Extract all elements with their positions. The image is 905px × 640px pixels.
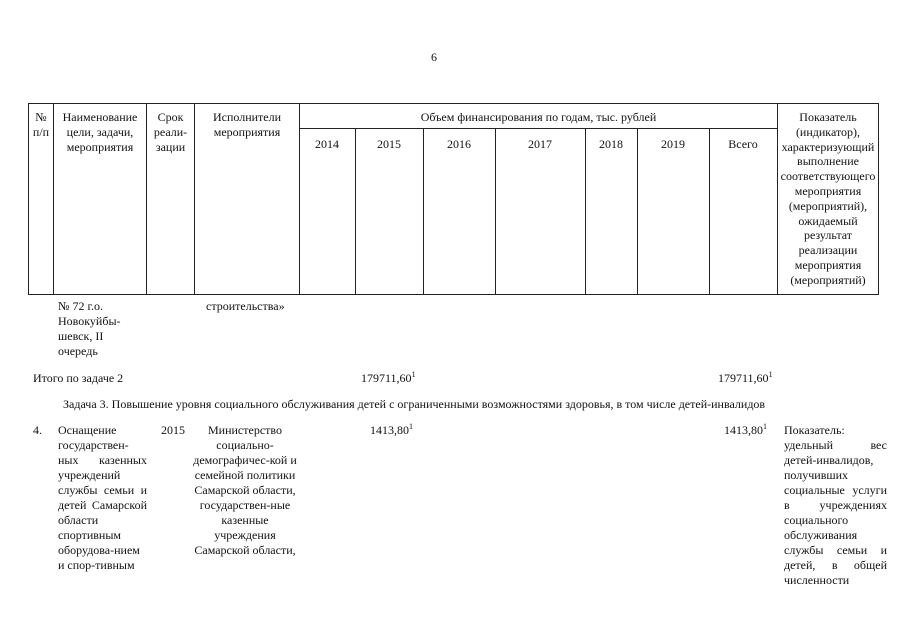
row4-term: 2015 xyxy=(161,423,185,437)
total-task2-total: 179711,60$^1$ xyxy=(718,370,773,385)
year-total: Всего xyxy=(728,137,758,151)
row4-executor: Министерство социально-демографичес-кой и семейной политики Самарской области, государствен-ные казенные учреждения Самарской области, xyxy=(193,423,297,557)
table-header xyxy=(28,103,879,295)
continued-executor: строительства» xyxy=(206,299,285,313)
year-2016: 2016 xyxy=(447,137,471,151)
header-term: Срок реали-зации xyxy=(153,110,188,154)
year-2017: 2017 xyxy=(528,137,552,151)
year-2018: 2018 xyxy=(599,137,623,151)
year-2014: 2014 xyxy=(315,137,339,151)
header-funding: Объем финансирования по годам, тыс. рублей xyxy=(420,110,657,124)
header-name: Наименование цели, задачи, мероприятия xyxy=(62,110,138,154)
header-number: № п/п xyxy=(32,110,50,139)
row4-name: Оснащение государствен-ных казенных учреждений службы семьи и детей Самарской области спортивным оборудова-нием и спор-тивным xyxy=(58,423,147,572)
row4-2015: 1413,80$^1$ xyxy=(370,422,413,437)
header-indicator: Показатель (индикатор), характеризующий выполнение соответствующего мероприятия (мероприятий), ожидаемый результат реализации мероприятия (мероприятий) xyxy=(780,110,876,287)
header-executor: Исполнители мероприятия xyxy=(212,110,282,139)
page-number: 6 xyxy=(431,50,437,64)
year-2019: 2019 xyxy=(661,137,685,151)
row4-indicator: Показатель: удельный вес детей-инвалидов, получивших социальные услуги в учреждениях социального обслуживания службы семьи и детей, в общей численности xyxy=(784,423,887,587)
total-task2-2015: 179711,60$^1$ xyxy=(361,370,416,385)
row4-total: 1413,80$^1$ xyxy=(724,422,767,437)
task3-title: Задача 3. Повышение уровня социального обслуживания детей с ограниченными возможностями здоровья, в том числе детей-инвалидов xyxy=(63,397,766,411)
year-2015: 2015 xyxy=(377,137,401,151)
row4-number: 4. xyxy=(33,423,42,437)
continued-name: № 72 г.о. Новокуйбы-шевск, II очередь xyxy=(58,299,121,358)
total-task2-label: Итого по задаче 2 xyxy=(33,371,124,385)
